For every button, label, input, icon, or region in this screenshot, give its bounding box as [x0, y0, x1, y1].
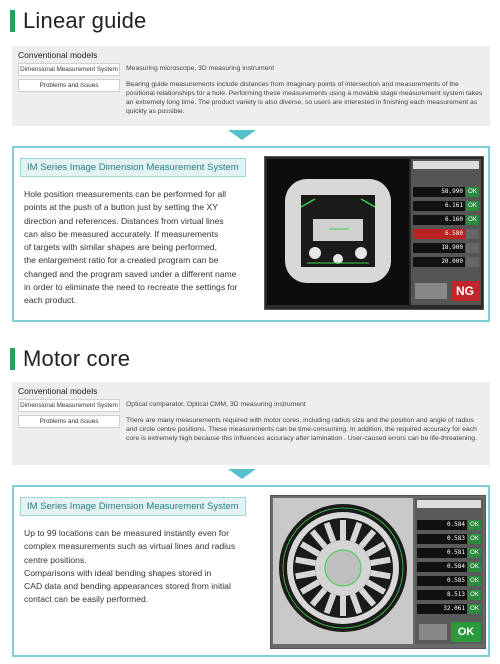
result-row: 8.513 OK — [417, 590, 481, 600]
down-arrow-icon — [228, 130, 256, 140]
dms-label: Dimensional Measurement System — [18, 399, 120, 412]
description-line: centre positions. — [24, 554, 87, 565]
description-line: complex measurements such as virtual lines and radius — [24, 541, 236, 552]
motor-core-part-image — [273, 498, 413, 644]
down-arrow-icon — [228, 469, 256, 479]
description-line: CAD data and bending appearances stored from initial — [24, 581, 231, 592]
conventional-models-box — [12, 46, 490, 126]
description-line: each product. — [24, 295, 77, 306]
result-row: 6.580 — [413, 229, 479, 239]
accent-bar — [10, 10, 15, 32]
issues-value: Bearing guide measurements include distances from imaginary points of intersection and measurements of the positional relationships for a hole. Performing these measurements using a movable stage measurement system takes an extremely long time. The product variety is also diverse, so users are interested in finishing each measurement as quickly as possible. — [126, 81, 483, 115]
im-series-description — [24, 527, 235, 607]
im-series-tab: IM Series Image Dimension Measurement System — [20, 497, 246, 516]
measurement-screenshot-linear-guide — [264, 156, 484, 310]
section-title-text: Motor core — [23, 346, 131, 371]
ok-indicator: OK — [451, 622, 481, 642]
issues-row — [18, 415, 484, 443]
dms-row — [18, 63, 484, 76]
result-row: 0.585 OK — [417, 576, 481, 586]
im-series-box — [12, 146, 490, 322]
ng-indicator: NG — [451, 281, 479, 301]
im-series-description — [24, 188, 238, 308]
im-series-tab: IM Series Image Dimension Measurement System — [20, 158, 246, 177]
im-series-box — [12, 485, 490, 657]
description-line: Up to 99 locations can be measured instantly even for — [24, 528, 229, 538]
description-line: can also be measured accurately. If measurements — [24, 228, 219, 239]
result-row: 18.900 — [413, 243, 479, 253]
result-row: 0.581 OK — [417, 548, 481, 558]
result-row: 20.000 — [413, 257, 479, 267]
result-row: 0.584 OK — [417, 520, 481, 530]
conventional-header: Conventional models — [18, 50, 98, 60]
result-panel — [411, 159, 481, 305]
dms-row — [18, 399, 484, 412]
dms-value: Optical comparator, Optical CMM, 3D measuring instrument — [126, 401, 306, 408]
camera-view — [267, 159, 409, 305]
issues-value: There are many measurements required with motor cores, including radius size and the position and angle of radius and circle centre positions. These measurements can be time-consuming. In addition, the required accuracy for each core is extremely high because this influences accuracy after lamination . User-caused errors can be life-threatening. — [126, 417, 477, 442]
description-line: changed and the program saved under a different name — [24, 268, 237, 279]
result-row: 0.584 OK — [417, 562, 481, 572]
result-row: 6.160 OK — [413, 215, 479, 225]
issues-label: Problems and Issues — [18, 415, 120, 428]
description-line: in order to eliminate the need to recreate the settings for — [24, 282, 238, 293]
description-line: direction and references. Distances from virtual lines — [24, 215, 224, 226]
panel-button[interactable] — [415, 283, 447, 299]
stator-slot — [340, 596, 346, 616]
result-row: 0.583 OK — [417, 534, 481, 544]
issues-row — [18, 79, 484, 116]
section-title-linear-guide — [10, 8, 147, 34]
result-panel — [415, 498, 483, 644]
conventional-models-box — [12, 382, 490, 465]
dms-value: Measuring microscope, 3D measuring instrument — [126, 65, 275, 72]
description-line: the enlargement ratio for a created program can be — [24, 255, 219, 266]
linear-guide-part-image — [267, 159, 409, 305]
camera-view — [273, 498, 413, 644]
panel-button[interactable] — [419, 624, 447, 640]
result-row: 58.990 OK — [413, 187, 479, 197]
description-line: contact can be easily performed. — [24, 594, 149, 605]
accent-bar — [10, 348, 15, 370]
description-line: Hole position measurements can be performed for all — [24, 189, 227, 199]
section-title-text: Linear guide — [23, 8, 147, 33]
conventional-header: Conventional models — [18, 386, 98, 396]
result-row: 6.161 OK — [413, 201, 479, 211]
description-line: points at the push of a button just by setting the XY — [24, 202, 218, 213]
description-line: Comparisons with ideal bending shapes stored in — [24, 567, 212, 578]
result-row: 32.061 OK — [417, 604, 481, 614]
issues-label: Problems and Issues — [18, 79, 120, 92]
measurement-screenshot-motor-core — [270, 495, 486, 649]
section-title-motor-core — [10, 346, 130, 372]
dms-label: Dimensional Measurement System — [18, 63, 120, 76]
stator-slot — [340, 520, 346, 540]
description-line: of targets with similar shapes are being performed, — [24, 242, 217, 253]
panel-header — [417, 500, 481, 508]
panel-header — [413, 161, 479, 169]
